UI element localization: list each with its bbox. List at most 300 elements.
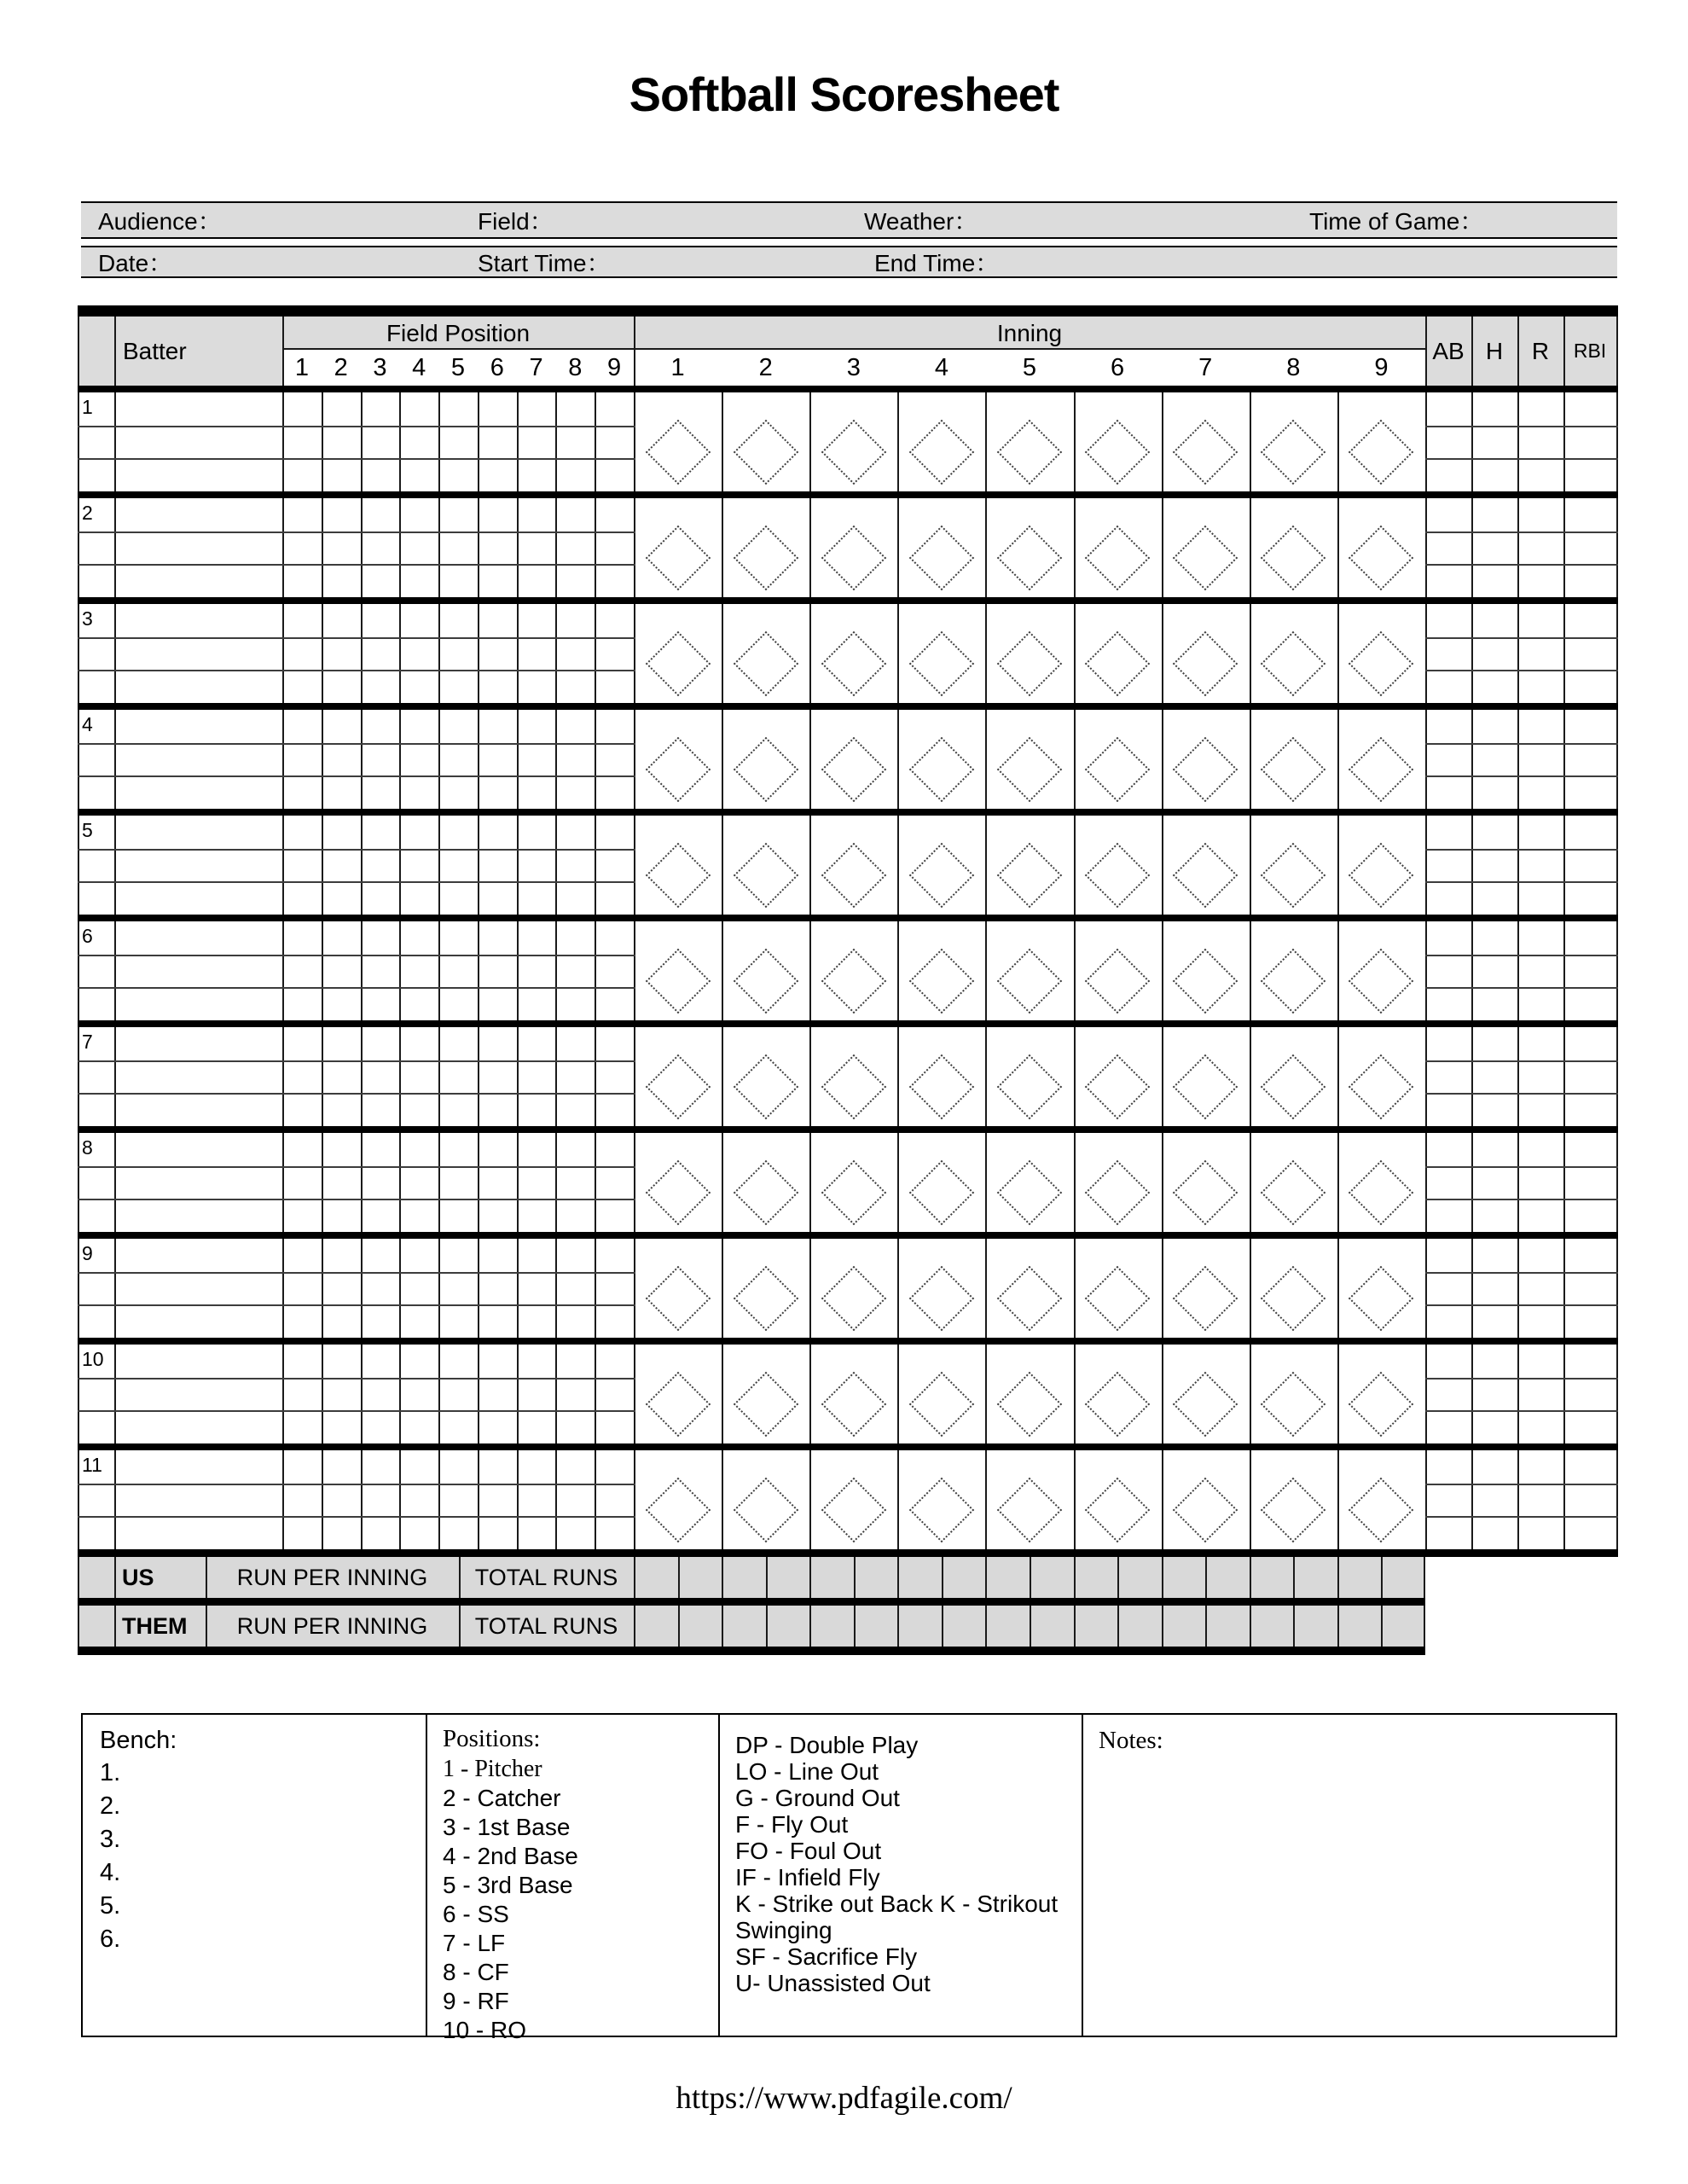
grid-line <box>399 604 401 703</box>
run-cell[interactable] <box>635 1606 678 1647</box>
grid-line <box>114 317 116 386</box>
inning-number-header: 2 <box>758 354 773 381</box>
inning-diamond[interactable] <box>733 1478 798 1542</box>
run-cell[interactable] <box>1383 1606 1425 1647</box>
grid-line <box>114 498 116 597</box>
grid-line <box>809 1027 811 1126</box>
sub-row-line <box>1425 1516 1618 1518</box>
grid-line <box>595 1450 596 1549</box>
grid-line <box>897 1345 899 1443</box>
inning-diamond[interactable] <box>1349 1478 1413 1542</box>
inning-diamond[interactable] <box>997 1266 1062 1331</box>
inning-diamond[interactable] <box>645 631 710 696</box>
inning-diamond[interactable] <box>1261 1478 1325 1542</box>
run-cell[interactable] <box>768 1557 810 1598</box>
grid-line <box>1337 1239 1339 1338</box>
inning-diamond[interactable] <box>909 420 974 485</box>
inning-diamond[interactable] <box>909 1266 974 1331</box>
bench-slot[interactable]: 4. <box>100 1859 121 1886</box>
run-cell[interactable] <box>943 1606 986 1647</box>
inning-diamond[interactable] <box>1261 949 1325 1014</box>
grid-line <box>399 816 401 915</box>
inning-diamond[interactable] <box>1261 1054 1325 1119</box>
grid-line <box>1616 921 1618 1020</box>
inning-diamond[interactable] <box>1261 1372 1325 1437</box>
inning-diamond[interactable] <box>1349 737 1413 802</box>
sub-row-line <box>1425 1378 1618 1380</box>
run-cell[interactable] <box>723 1557 766 1598</box>
inning-diamond[interactable] <box>909 526 974 590</box>
sub-row-line <box>78 1060 635 1062</box>
grid-line <box>1471 1450 1473 1549</box>
inning-diamond[interactable] <box>997 843 1062 908</box>
grid-line <box>1162 1345 1163 1443</box>
inning-diamond[interactable] <box>645 1160 710 1225</box>
grid-line <box>1563 317 1565 386</box>
bench-slot[interactable]: 5. <box>100 1892 121 1920</box>
positions-label: Positions: <box>443 1725 541 1752</box>
run-cell[interactable] <box>723 1606 766 1647</box>
grid-line <box>1563 392 1565 491</box>
row-separator-bar <box>78 1020 1618 1027</box>
run-cell[interactable] <box>1076 1606 1118 1647</box>
grid-line <box>634 317 635 386</box>
run-cell[interactable] <box>987 1557 1030 1598</box>
grid-line <box>1074 710 1076 809</box>
inning-diamond[interactable] <box>1349 843 1413 908</box>
legend-divider-3 <box>1082 1715 1083 2036</box>
inning-diamond[interactable] <box>1349 631 1413 696</box>
team-name: US <box>122 1565 154 1590</box>
inning-diamond[interactable] <box>733 1054 798 1119</box>
run-cell[interactable] <box>1339 1606 1382 1647</box>
run-cell[interactable] <box>1119 1606 1162 1647</box>
inning-diamond[interactable] <box>821 1054 886 1119</box>
grid-line <box>322 392 323 491</box>
grid-line <box>897 1027 899 1126</box>
inning-diamond[interactable] <box>733 1372 798 1437</box>
sub-row-line <box>1425 564 1618 566</box>
grid-line <box>634 498 635 597</box>
inning-diamond[interactable] <box>645 1372 710 1437</box>
grid-line <box>1616 1345 1618 1443</box>
grid-line <box>1471 604 1473 703</box>
grid-line <box>206 1606 207 1647</box>
inning-diamond[interactable] <box>733 420 798 485</box>
inning-diamond[interactable] <box>733 737 798 802</box>
run-cell[interactable] <box>768 1606 810 1647</box>
batter-number: 8 <box>82 1136 93 1159</box>
inning-diamond[interactable] <box>1349 1372 1413 1437</box>
inning-diamond[interactable] <box>909 737 974 802</box>
sub-row-line <box>1425 1272 1618 1274</box>
grid-line <box>459 1557 461 1598</box>
bench-slot[interactable]: 6. <box>100 1926 121 1953</box>
inning-diamond[interactable] <box>909 631 974 696</box>
grid-line <box>361 1133 363 1232</box>
sub-row-line <box>78 849 635 851</box>
inning-diamond[interactable] <box>733 1160 798 1225</box>
inning-diamond[interactable] <box>997 1054 1062 1119</box>
inning-diamond[interactable] <box>821 1266 886 1331</box>
inning-number-header: 1 <box>670 354 685 381</box>
inning-diamond[interactable] <box>997 949 1062 1014</box>
bench-slot[interactable]: 3. <box>100 1826 121 1853</box>
inning-diamond[interactable] <box>909 843 974 908</box>
grid-line <box>438 921 440 1020</box>
run-cell[interactable] <box>1295 1557 1337 1598</box>
grid-line <box>897 604 899 703</box>
grid-line <box>78 1345 79 1443</box>
sub-row-line <box>78 1272 635 1274</box>
grid-line <box>634 392 635 491</box>
inning-diamond[interactable] <box>1085 1372 1150 1437</box>
grid-line <box>1616 1027 1618 1126</box>
inning-diamond[interactable] <box>1085 1160 1150 1225</box>
inning-diamond[interactable] <box>1349 1266 1413 1331</box>
grid-line <box>595 1027 596 1126</box>
inning-diamond[interactable] <box>997 420 1062 485</box>
bench-slot[interactable]: 1. <box>100 1759 121 1786</box>
inning-diamond[interactable] <box>821 843 886 908</box>
fp-number-header: 4 <box>412 354 426 381</box>
inning-diamond[interactable] <box>821 420 886 485</box>
inning-diamond[interactable] <box>733 1266 798 1331</box>
grid-line <box>114 1239 116 1338</box>
grid-line <box>1074 1133 1076 1232</box>
inning-diamond[interactable] <box>821 631 886 696</box>
grid-line <box>1162 816 1163 915</box>
inning-diamond[interactable] <box>1261 631 1325 696</box>
grid-line <box>1424 1606 1425 1647</box>
inning-diamond[interactable] <box>1085 843 1150 908</box>
grid-line <box>478 604 479 703</box>
grid-line <box>595 604 596 703</box>
grid-line <box>399 498 401 597</box>
inning-diamond[interactable] <box>645 526 710 590</box>
grid-line <box>1616 604 1618 703</box>
sub-row-line <box>78 1484 635 1485</box>
grid-line <box>1471 317 1473 386</box>
grid-line <box>322 710 323 809</box>
grid-line <box>114 1450 116 1549</box>
inning-diamond[interactable] <box>733 949 798 1014</box>
inning-diamond[interactable] <box>1173 420 1238 485</box>
grid-line <box>282 816 284 915</box>
grid-line <box>634 921 635 1020</box>
grid-line <box>1425 816 1427 915</box>
row-separator-bar <box>78 386 1618 392</box>
info-value-area[interactable] <box>1454 203 1625 237</box>
grid-line <box>1250 1450 1251 1549</box>
run-cell[interactable] <box>856 1606 898 1647</box>
inning-diamond[interactable] <box>909 1054 974 1119</box>
inning-diamond[interactable] <box>997 631 1062 696</box>
sub-row-line <box>1425 955 1618 956</box>
inning-diamond[interactable] <box>733 631 798 696</box>
grid-line <box>985 1345 987 1443</box>
sub-row-line <box>1425 1410 1618 1412</box>
sub-row-line <box>1425 531 1618 533</box>
notes-area[interactable] <box>1183 1723 1610 2030</box>
grid-line <box>114 1557 116 1598</box>
inning-diamond[interactable] <box>733 526 798 590</box>
inning-diamond[interactable] <box>821 1372 886 1437</box>
run-cell[interactable] <box>856 1557 898 1598</box>
stat-column-header: RBI <box>1573 340 1607 362</box>
inning-diamond[interactable] <box>997 1372 1062 1437</box>
grid-line <box>555 604 557 703</box>
run-cell[interactable] <box>811 1606 854 1647</box>
field-position-header: Field Position <box>386 320 531 346</box>
team-name: THEM <box>122 1613 188 1639</box>
position-item: 5 - 3rd Base <box>443 1872 573 1898</box>
grid-line <box>361 1239 363 1338</box>
inning-diamond[interactable] <box>1261 1160 1325 1225</box>
grid-line <box>438 1027 440 1126</box>
inning-number-header: 5 <box>1022 354 1037 381</box>
fp-number-header: 3 <box>373 354 387 381</box>
team-separator-bar <box>78 1549 1618 1557</box>
grid-line <box>1425 498 1427 597</box>
grid-line <box>1250 604 1251 703</box>
inning-diamond[interactable] <box>821 1160 886 1225</box>
inning-diamond[interactable] <box>1349 526 1413 590</box>
inning-diamond[interactable] <box>1173 1266 1238 1331</box>
inning-diamond[interactable] <box>1173 631 1238 696</box>
inning-diamond[interactable] <box>1085 949 1150 1014</box>
inning-diamond[interactable] <box>733 843 798 908</box>
inning-diamond[interactable] <box>821 949 886 1014</box>
grid-line <box>517 816 519 915</box>
inning-diamond[interactable] <box>645 843 710 908</box>
grid-line <box>809 921 811 1020</box>
inning-diamond[interactable] <box>645 420 710 485</box>
run-cell[interactable] <box>1207 1557 1250 1598</box>
inning-number-header: 8 <box>1286 354 1301 381</box>
sub-row-line <box>78 1166 635 1168</box>
run-cell[interactable] <box>943 1557 986 1598</box>
run-cell[interactable] <box>635 1557 678 1598</box>
grid-line <box>1250 498 1251 597</box>
grid-line <box>1425 1239 1427 1338</box>
grid-line <box>114 1345 116 1443</box>
grid-line <box>634 1133 635 1232</box>
grid-line <box>985 392 987 491</box>
batter-number: 6 <box>82 925 93 947</box>
grid-line <box>78 604 79 703</box>
grid-line <box>722 498 723 597</box>
inning-diamond[interactable] <box>1085 631 1150 696</box>
inning-diamond[interactable] <box>997 526 1062 590</box>
sub-row-line <box>78 1199 635 1200</box>
inning-diamond[interactable] <box>1085 1054 1150 1119</box>
inning-diamond[interactable] <box>1173 949 1238 1014</box>
grid-line <box>634 1239 635 1338</box>
grid-line <box>809 1133 811 1232</box>
grid-line <box>1162 392 1163 491</box>
grid-line <box>282 498 284 597</box>
inning-diamond[interactable] <box>1173 1478 1238 1542</box>
footer-url[interactable]: https://www.pdfagile.com/ <box>676 2081 1012 2116</box>
inning-diamond[interactable] <box>909 1160 974 1225</box>
inning-diamond[interactable] <box>1349 949 1413 1014</box>
inning-diamond[interactable] <box>1173 526 1238 590</box>
inning-diamond[interactable] <box>1261 843 1325 908</box>
grid-line <box>595 921 596 1020</box>
grid-line <box>809 816 811 915</box>
grid-line <box>722 1133 723 1232</box>
grid-line <box>897 1133 899 1232</box>
grid-line <box>282 317 284 386</box>
grid-line <box>1425 710 1427 809</box>
grid-line <box>1616 392 1618 491</box>
grid-line <box>985 1027 987 1126</box>
grid-line <box>517 498 519 597</box>
run-cell[interactable] <box>1339 1557 1382 1598</box>
row-separator-bar <box>78 915 1618 921</box>
grid-line <box>897 710 899 809</box>
inning-diamond[interactable] <box>997 1160 1062 1225</box>
grid-line <box>438 816 440 915</box>
grid-line <box>1074 816 1076 915</box>
inning-diamond[interactable] <box>997 1478 1062 1542</box>
inning-diamond[interactable] <box>1085 737 1150 802</box>
run-cell[interactable] <box>1119 1557 1162 1598</box>
bench-slot[interactable]: 2. <box>100 1792 121 1820</box>
inning-diamond[interactable] <box>1173 1372 1238 1437</box>
info-value-area[interactable] <box>243 203 414 237</box>
row-separator-bar <box>78 597 1618 604</box>
notes-label: Notes: <box>1099 1727 1163 1754</box>
inning-diamond[interactable] <box>1349 420 1413 485</box>
grid-line <box>1337 1133 1339 1232</box>
inning-diamond[interactable] <box>1261 420 1325 485</box>
run-cell[interactable] <box>1383 1557 1425 1598</box>
run-cell[interactable] <box>987 1606 1030 1647</box>
inning-diamond[interactable] <box>821 526 886 590</box>
abbreviations-list <box>83 1715 1082 2036</box>
inning-diamond[interactable] <box>1349 1160 1413 1225</box>
inning-diamond[interactable] <box>1261 1266 1325 1331</box>
inning-diamond[interactable] <box>909 1372 974 1437</box>
run-cell[interactable] <box>899 1557 942 1598</box>
grid-line <box>722 604 723 703</box>
row-separator-bar <box>78 1443 1618 1450</box>
inning-diamond[interactable] <box>997 737 1062 802</box>
inning-diamond[interactable] <box>1085 420 1150 485</box>
inning-diamond[interactable] <box>645 1054 710 1119</box>
inning-diamond[interactable] <box>821 737 886 802</box>
inning-diamond[interactable] <box>645 949 710 1014</box>
grid-line <box>1616 816 1618 915</box>
run-cell[interactable] <box>1031 1606 1074 1647</box>
inning-diamond[interactable] <box>1261 526 1325 590</box>
grid-line <box>478 498 479 597</box>
run-cell[interactable] <box>1163 1606 1206 1647</box>
inning-diamond[interactable] <box>1173 1160 1238 1225</box>
grid-line <box>1250 1133 1251 1232</box>
run-cell[interactable] <box>1031 1557 1074 1598</box>
inning-diamond[interactable] <box>1173 843 1238 908</box>
run-cell[interactable] <box>680 1557 722 1598</box>
info-value-area[interactable] <box>1009 203 1180 237</box>
run-cell[interactable] <box>899 1606 942 1647</box>
grid-line <box>361 921 363 1020</box>
run-cell[interactable] <box>1207 1606 1250 1647</box>
inning-diamond[interactable] <box>645 737 710 802</box>
sub-row-line <box>1425 1060 1618 1062</box>
info-value-area[interactable] <box>623 203 793 237</box>
inning-diamond[interactable] <box>1085 526 1150 590</box>
run-cell[interactable] <box>680 1606 722 1647</box>
grid-line <box>361 1450 363 1549</box>
grid-line <box>1616 1239 1618 1338</box>
grid-line <box>985 816 987 915</box>
sub-row-line <box>1425 1093 1618 1095</box>
inning-diamond[interactable] <box>1085 1478 1150 1542</box>
row-separator-bar <box>78 1126 1618 1133</box>
grid-line <box>322 816 323 915</box>
inning-diamond[interactable] <box>645 1266 710 1331</box>
grid-line <box>1517 1450 1519 1549</box>
sub-row-line <box>1425 1166 1618 1168</box>
grid-line <box>78 1557 79 1598</box>
run-cell[interactable] <box>1295 1606 1337 1647</box>
grid-line <box>634 710 635 809</box>
inning-diamond[interactable] <box>1349 1054 1413 1119</box>
run-cell[interactable] <box>1076 1557 1118 1598</box>
grid-line <box>322 1345 323 1443</box>
abbreviation-line: U- Unassisted Out <box>735 1970 931 1996</box>
sub-row-line <box>1425 743 1618 745</box>
bench-label: Bench: <box>100 1727 177 1754</box>
inning-diamond[interactable] <box>1173 737 1238 802</box>
grid-line <box>282 392 284 491</box>
inning-diamond[interactable] <box>1261 737 1325 802</box>
grid-line <box>1425 392 1427 491</box>
inning-diamond[interactable] <box>1085 1266 1150 1331</box>
inning-diamond[interactable] <box>909 949 974 1014</box>
run-cell[interactable] <box>1163 1557 1206 1598</box>
sub-row-line <box>1425 1199 1618 1200</box>
grid-line <box>438 1133 440 1232</box>
grid-line <box>722 1450 723 1549</box>
grid-line <box>478 1027 479 1126</box>
grid-line <box>985 498 987 597</box>
inning-diamond[interactable] <box>1173 1054 1238 1119</box>
grid-line <box>1616 1450 1618 1549</box>
grid-line <box>78 921 79 1020</box>
grid-line <box>1250 1239 1251 1338</box>
score-table <box>78 305 1618 1657</box>
sub-row-line <box>1425 987 1618 989</box>
grid-line <box>517 1133 519 1232</box>
grid-line <box>1074 498 1076 597</box>
grid-line <box>517 1027 519 1126</box>
run-cell[interactable] <box>1251 1606 1294 1647</box>
grid-line <box>1074 1239 1076 1338</box>
grid-line <box>361 710 363 809</box>
grid-line <box>517 1239 519 1338</box>
inning-diamond[interactable] <box>645 1478 710 1542</box>
run-cell[interactable] <box>811 1557 854 1598</box>
inning-diamond[interactable] <box>909 1478 974 1542</box>
abbreviation-line: IF - Infield Fly <box>735 1864 880 1891</box>
run-cell[interactable] <box>1251 1557 1294 1598</box>
inning-diamond[interactable] <box>821 1478 886 1542</box>
grid-line <box>1517 921 1519 1020</box>
